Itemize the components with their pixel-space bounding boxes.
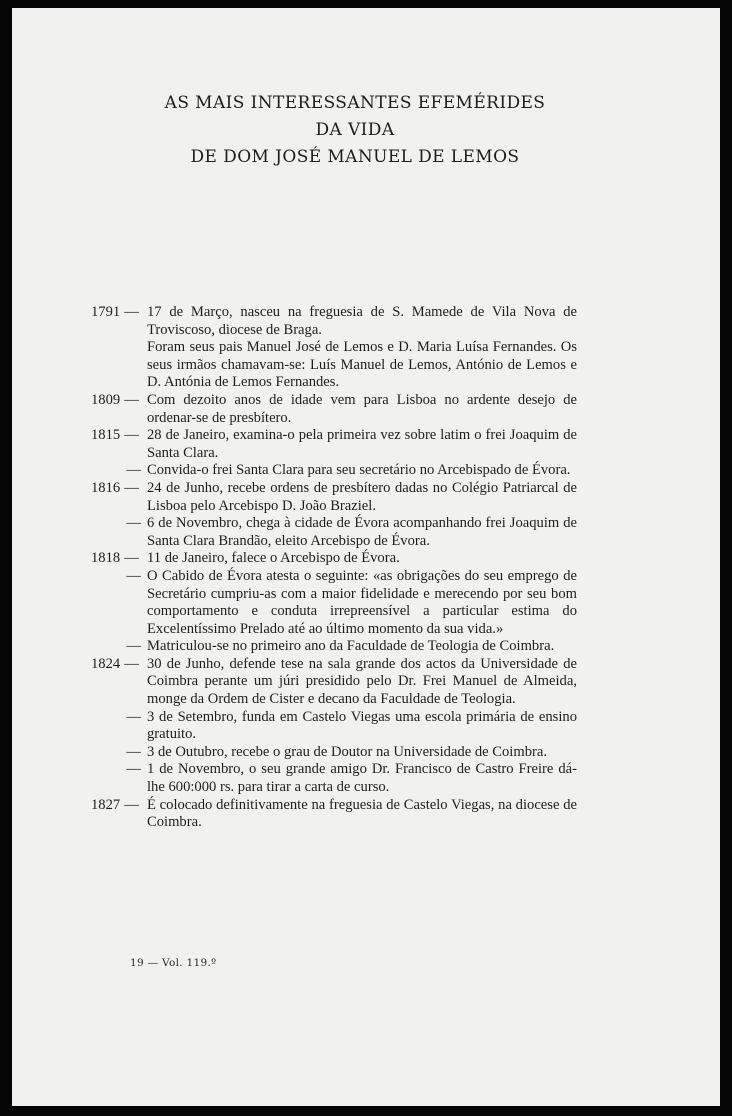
chronology-entry	[91, 515, 577, 550]
entry-marker	[91, 638, 147, 656]
entry-year: 1791	[91, 304, 121, 320]
entry-marker	[91, 427, 147, 445]
entry-text: 11 de Janeiro, falece o Arcebispo de Évora.	[147, 550, 400, 567]
entry-text: 24 de Junho, recebe ordens de presbítero dadas no Colégio Patriarcal de Lisboa pelo Arcebispo D. João Braziel.	[147, 479, 577, 514]
chronology-entry	[91, 304, 577, 339]
chronology-entry	[91, 462, 577, 480]
entry-dash: —	[126, 567, 141, 584]
entry-marker	[91, 709, 147, 727]
entry-text: 17 de Março, nasceu na freguesia de S. Mamede de Vila Nova de Troviscoso, diocese de Braga.	[147, 304, 577, 338]
chronology-entry	[91, 550, 577, 568]
chronology-entry	[91, 339, 577, 392]
chronology-entry	[91, 744, 577, 762]
entry-dash: —	[124, 655, 139, 672]
entry-marker	[91, 761, 147, 779]
entry-text: Foram seus pais Manuel José de Lemos e D. Maria Luísa Fernandes. Os seus irmãos chamavam-se: Luís Manuel de Lemos, António de Lemos e D. Antónia de Lemos Fernandes.	[147, 339, 577, 391]
page-footer-signature: 19 — Vol. 119.º	[130, 957, 217, 969]
entry-year: 1809	[91, 391, 121, 408]
entry-year: 1827	[91, 796, 121, 813]
chronology-entry	[91, 480, 577, 515]
entry-dash: —	[126, 515, 141, 532]
entry-text: Matriculou-se no primeiro ano da Faculdade de Teologia de Coimbra.	[147, 638, 555, 655]
page-title	[12, 90, 698, 171]
entry-dash: —	[124, 391, 139, 408]
chronology-list	[91, 304, 577, 832]
chronology-entry	[91, 638, 577, 656]
entry-marker	[91, 568, 147, 586]
entry-text: 6 de Novembro, chega à cidade de Évora acompanhando frei Joaquim de Santa Clara Brandão, eleito Arcebispo de Évora.	[147, 515, 577, 549]
entry-marker	[91, 339, 147, 357]
entry-marker	[91, 744, 147, 762]
entry-dash: —	[124, 304, 139, 320]
entry-text: O Cabido de Évora atesta o seguinte: «as obrigações do seu emprego de Secretário cumpriu-as com a maior fidelidade e merecendo por seu bom comportamento e conduta irrepreensível a particular estima do Excelentíssimo Prelado até ao último momento da sua vida.»	[147, 567, 577, 637]
entry-marker	[91, 392, 147, 410]
title-line-3: DE DOM JOSÉ MANUEL DE LEMOS	[190, 147, 520, 167]
entry-marker	[91, 550, 147, 568]
entry-text: Convida-o frei Santa Clara para seu secretário no Arcebispado de Évora.	[147, 462, 571, 479]
chronology-entry	[91, 797, 577, 832]
entry-dash: —	[126, 743, 141, 760]
chronology-entry	[91, 568, 577, 638]
entry-marker	[91, 304, 147, 322]
entry-text: Com dezoito anos de idade vem para Lisboa no ardente desejo de ordenar-se de presbítero.	[147, 391, 577, 426]
entry-text: 30 de Junho, defende tese na sala grande dos actos da Universidade de Coimbra perante um júri presidido pelo Dr. Frei Manuel de Almeida, monge da Ordem de Cister e decano da Faculdade de Teologia.	[147, 655, 577, 708]
entry-text: 1 de Novembro, o seu grande amigo Dr. Francisco de Castro Freire dá-lhe 600:000 rs. para tirar a carta de curso.	[147, 761, 577, 796]
entry-dash: —	[126, 761, 141, 778]
entry-dash: —	[126, 462, 141, 479]
entry-dash: —	[126, 638, 141, 655]
entry-year: 1824	[91, 655, 121, 672]
chronology-entry	[91, 392, 577, 427]
entry-dash: —	[124, 427, 139, 444]
entry-text: 28 de Janeiro, examina-o pela primeira vez sobre latim o frei Joaquim de Santa Clara.	[147, 427, 577, 461]
entry-year: 1816	[91, 479, 121, 496]
chronology-entry	[91, 427, 577, 462]
chronology-entry	[91, 656, 577, 709]
title-line-1: AS MAIS INTERESSANTES EFEMÉRIDES	[164, 93, 546, 113]
entry-dash: —	[126, 708, 141, 725]
entry-marker	[91, 656, 147, 674]
entry-dash: —	[124, 479, 139, 496]
entry-dash: —	[124, 550, 139, 567]
chronology-entry	[91, 761, 577, 796]
document-page	[12, 8, 720, 1106]
title-line-2: DA VIDA	[315, 120, 395, 140]
chronology-entry	[91, 709, 577, 744]
entry-marker	[91, 797, 147, 815]
entry-text: 3 de Outubro, recebe o grau de Doutor na Universidade de Coimbra.	[147, 743, 547, 760]
entry-marker	[91, 515, 147, 533]
entry-year: 1818	[91, 550, 121, 567]
entry-dash: —	[124, 796, 139, 813]
entry-marker	[91, 480, 147, 498]
entry-year: 1815	[91, 427, 121, 444]
entry-marker	[91, 462, 147, 480]
entry-text: 3 de Setembro, funda em Castelo Viegas uma escola primária de ensino gratuito.	[147, 708, 577, 743]
entry-text: É colocado definitivamente na freguesia de Castelo Viegas, na diocese de Coimbra.	[147, 796, 577, 831]
